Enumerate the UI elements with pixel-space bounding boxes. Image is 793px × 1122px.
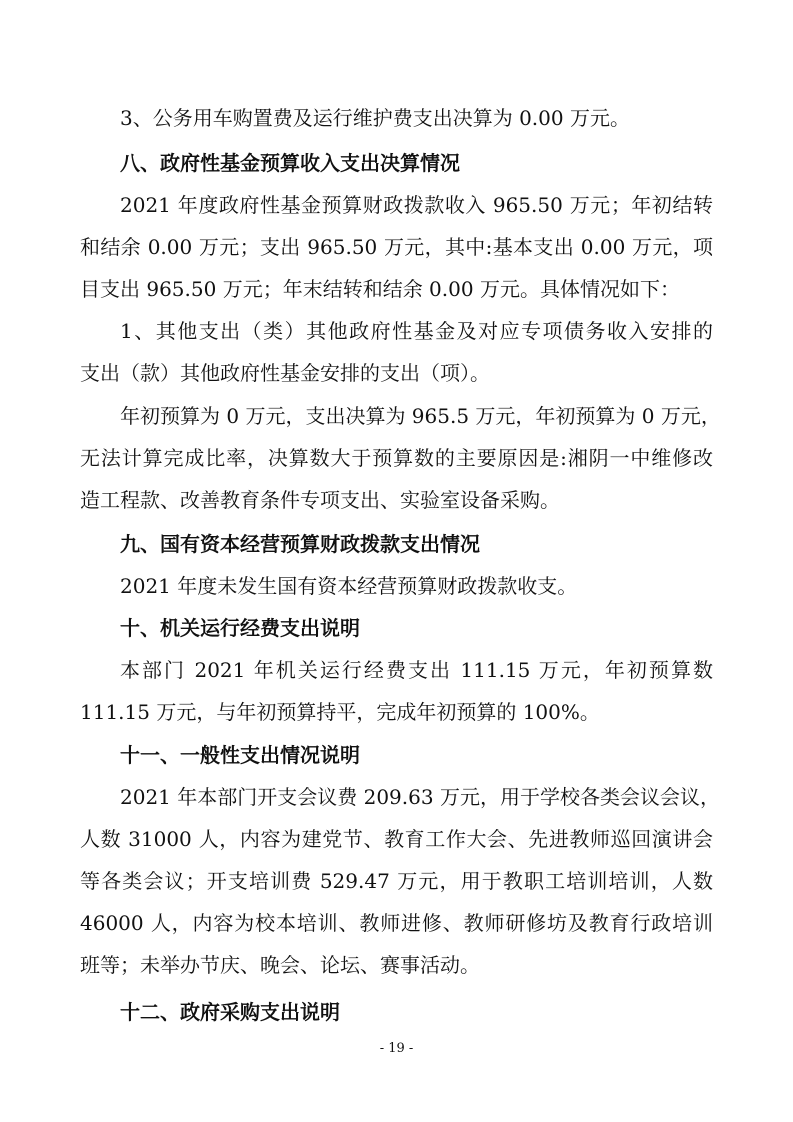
section-heading-8: 八、政府性基金预算收入支出决算情况 <box>120 151 460 175</box>
paragraph-line: 目支出 965.50 万元；年末结转和结余 0.00 万元。具体情况如下： <box>80 277 680 301</box>
paragraph-line: 2021 年本部门开支会议费 209.63 万元，用于学校各类会议会议， <box>120 785 720 809</box>
paragraph-line: 2021 年度未发生国有资本经营预算财政拨款收支。 <box>120 574 578 598</box>
paragraph-line: 1、其他支出（类）其他政府性基金及对应专项债务收入安排的 <box>120 319 713 343</box>
paragraph-line: 111.15 万元，与年初预算持平，完成年初预算的 100%。 <box>80 700 600 724</box>
paragraph-line: 支出（款）其他政府性基金安排的支出（项）。 <box>80 361 490 385</box>
section-heading-9: 九、国有资本经营预算财政拨款支出情况 <box>120 532 480 556</box>
paragraph-line: 班等；未举办节庆、晚会、论坛、赛事活动。 <box>80 953 480 977</box>
section-heading-10: 十、机关运行经费支出说明 <box>120 616 360 640</box>
paragraph-line: 无法计算完成比率，决算数大于预算数的主要原因是:湘阴一中维修改 <box>80 446 713 470</box>
paragraph-line: 本部门 2021 年机关运行经费支出 111.15 万元，年初预算数 <box>120 658 713 682</box>
paragraph-line: 造工程款、改善教育条件专项支出、实验室设备采购。 <box>80 488 560 512</box>
paragraph-line: 3、公务用车购置费及运行维护费支出决算为 0.00 万元。 <box>120 106 630 130</box>
paragraph-line: 等各类会议；开支培训费 529.47 万元，用于教职工培训培训，人数 <box>80 869 713 893</box>
paragraph-line: 年初预算为 0 万元，支出决算为 965.5 万元，年初预算为 0 万元， <box>120 404 721 428</box>
page-number: - 19 - <box>379 1041 414 1056</box>
section-heading-11: 十一、一般性支出情况说明 <box>120 743 360 767</box>
paragraph-line: 2021 年度政府性基金预算财政拨款收入 965.50 万元；年初结转 <box>120 193 713 217</box>
paragraph-line: 人数 31000 人，内容为建党节、教育工作大会、先进教师巡回演讲会 <box>80 827 713 851</box>
paragraph-line: 和结余 0.00 万元；支出 965.50 万元，其中:基本支出 0.00 万元，项 <box>80 235 713 259</box>
section-heading-12: 十二、政府采购支出说明 <box>120 1000 340 1024</box>
paragraph-line: 46000 人，内容为校本培训、教师进修、教师研修坊及教育行政培训 <box>80 911 713 935</box>
